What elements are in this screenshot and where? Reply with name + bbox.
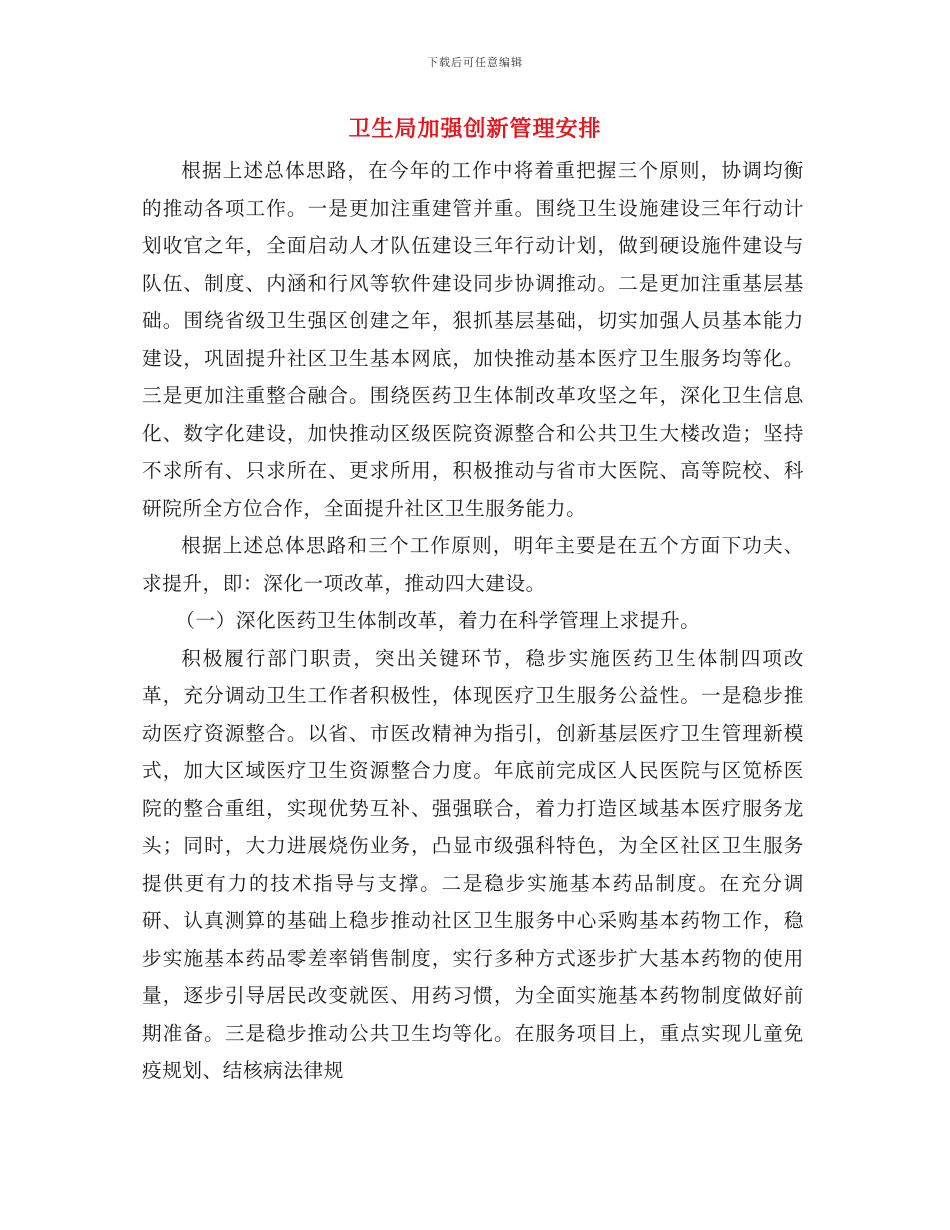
section-heading-reform: （一）深化医药卫生体制改革，着力在科学管理上求提升。 xyxy=(175,609,701,632)
paragraph-principles: 根据上述总体思路，在今年的工作中将着重把握三个原则，协调均衡的推动各项工作。一是更加注重建管并重。围绕卫生设施建设三年行动计划收官之年，全面启动人才队伍建设三年行动计划，做到硬设施件建设与队伍、制度、内涵和行风等软件建设同步协调推动。二是更加注重基层基础。围绕省级卫生强区创建之年，狠抓基层基础，切实加强人员基本能力建设，巩固提升社区卫生基本网底，加快推动基本医疗卫生服务均等化。三是更加注重整合融合。围绕医药卫生体制改革攻坚之年，深化卫生信息化、数字化建设，加快推动区级医院资源整合和公共卫生大楼改造；坚持不求所有、只求所在、更求所用，积极推动与省市大医院、高等院校、科研院所全方位合作，全面提升社区卫生服务能力。 xyxy=(142,159,804,520)
document-body xyxy=(142,152,804,1090)
paragraph-five-aspects: 根据上述总体思路和三个工作原则，明年主要是在五个方面下功夫、求提升，即：深化一项改革，推动四大建设。 xyxy=(142,534,804,595)
document-title: 卫生局加强创新管理安排 xyxy=(348,117,602,142)
paragraph-reform-details: 积极履行部门职责，突出关键环节，稳步实施医药卫生体制四项改革，充分调动卫生工作者积极性，体现医疗卫生服务公益性。一是稳步推动医疗资源整合。以省、市医改精神为指引，创新基层医疗卫生管理新模式，加大区域医疗卫生资源整合力度。年底前完成区人民医院与区笕桥医院的整合重组，实现优势互补、强强联合，着力打造区域基本医疗服务龙头；同时，大力进展烧伤业务，凸显市级强科特色，为全区社区卫生服务提供更有力的技术指导与支撑。二是稳步实施基本药品制度。在充分调研、认真测算的基础上稳步推动社区卫生服务中心采购基本药物工作，稳步实施基本药品零差率销售制度，实行多种方式逐步扩大基本药物的使用量，逐步引导居民改变就医、用药习惯，为全面实施基本药物制度做好前期准备。三是稳步推动公共卫生均等化。在服务项目上，重点实现儿童免疫规划、结核病法律规 xyxy=(142,646,804,1082)
page-header-note: 下载后可任意编辑 xyxy=(427,56,523,69)
